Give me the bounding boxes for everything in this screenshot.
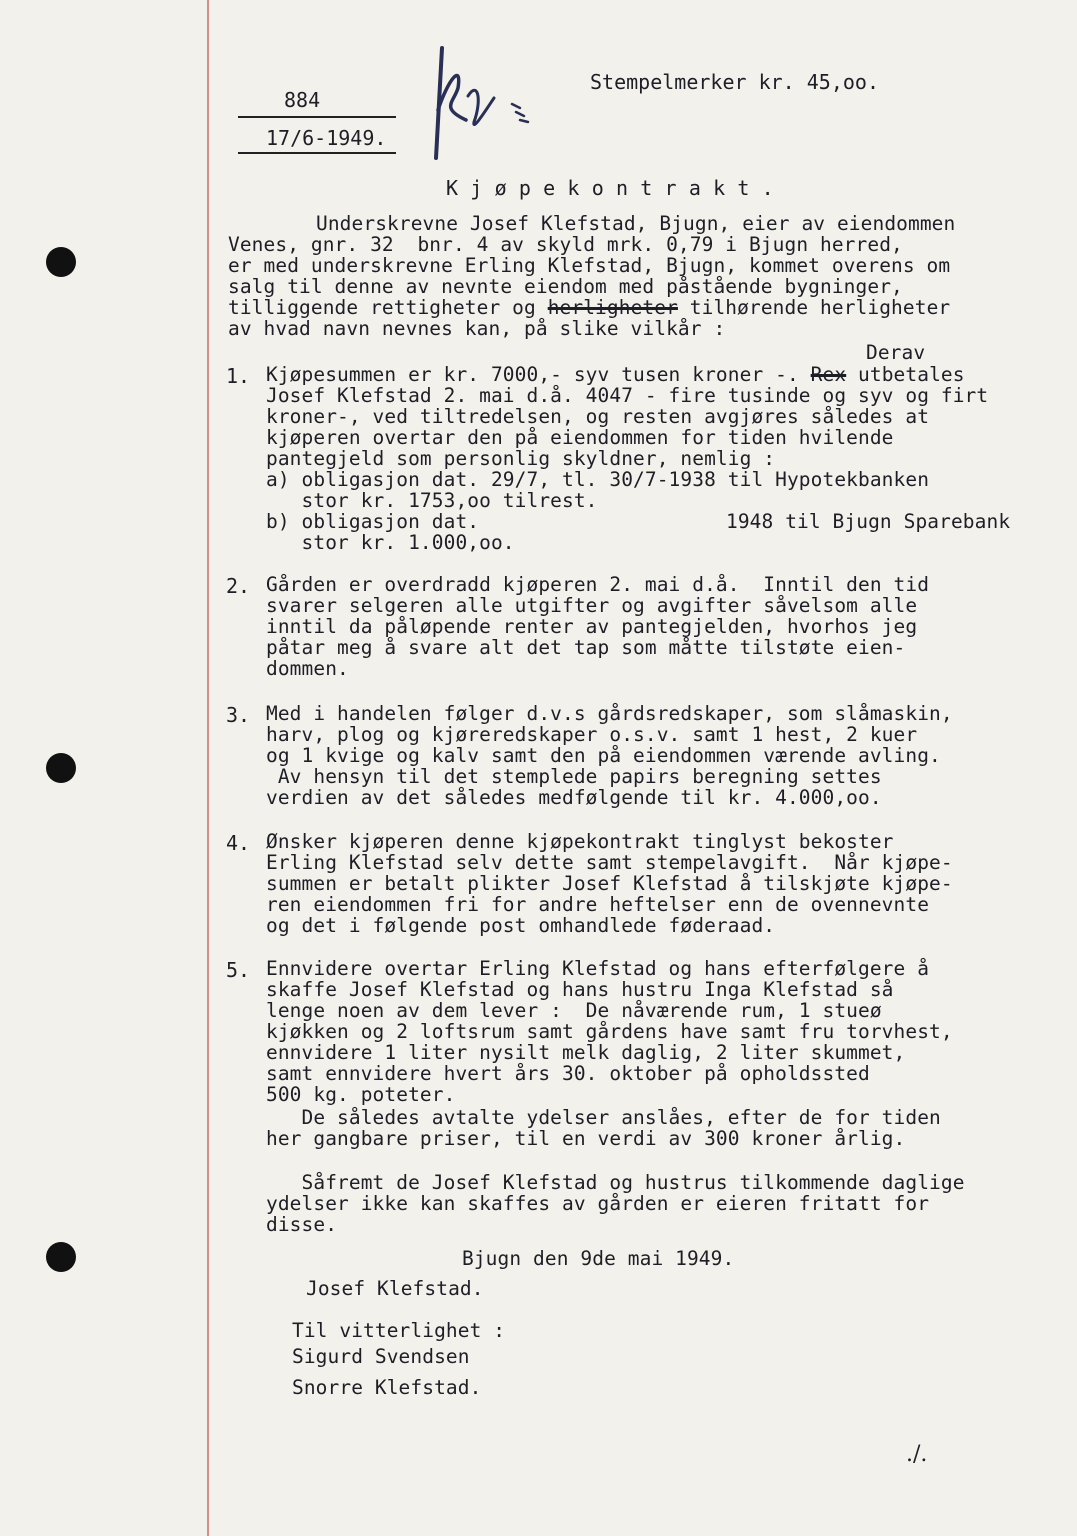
- section-number: 1.: [226, 364, 251, 388]
- section-line: dommen.: [266, 657, 349, 680]
- section-line: lenge noen av dem lever : De nåværende rum, 1 stueø: [266, 999, 882, 1022]
- section-line: a) obligasjon dat. 29/7, tl. 30/7-1938 til Hypotekbanken: [266, 468, 930, 491]
- header-rule: [238, 116, 396, 118]
- continuation-mark: ./.: [906, 1442, 928, 1467]
- section-line: inntil da påløpende renter av pantegjelden, hvorhos jeg: [266, 615, 918, 638]
- section-line: b) obligasjon dat.: [266, 510, 480, 533]
- witness-name: Snorre Klefstad.: [292, 1376, 482, 1399]
- section-number: 5.: [226, 958, 251, 982]
- section-line: stor kr. 1.000,oo.: [266, 531, 515, 554]
- closing-line: disse.: [266, 1213, 338, 1236]
- handwritten-initials: [428, 40, 548, 170]
- intro-line: Underskrevne Josef Klefstad, Bjugn, eier av eiendommen: [316, 212, 956, 235]
- stamp-duty: Stempelmerker kr. 45,oo.: [590, 70, 879, 94]
- witness-label: Til vitterlighet :: [292, 1319, 506, 1342]
- section-line: 1948 til Bjugn Sparebank: [726, 510, 1011, 533]
- binder-hole: [46, 1242, 76, 1272]
- section-line: Erling Klefstad selv dette samt stempelavgift. Når kjøpe-: [266, 851, 953, 874]
- intro-line: Venes, gnr. 32 bnr. 4 av skyld mrk. 0,79 i Bjugn herred,: [228, 233, 903, 256]
- section-line: her gangbare priser, til en verdi av 300 kroner årlig.: [266, 1127, 906, 1150]
- section-line: kroner-, ved tiltredelsen, og resten avgjøres således at: [266, 405, 930, 428]
- witness-name: Sigurd Svendsen: [292, 1345, 470, 1368]
- section-line: 500 kg. poteter.: [266, 1083, 456, 1106]
- section-number: 2.: [226, 574, 251, 598]
- section-line: kjøkken og 2 loftsrum samt gårdens have samt fru torvhest,: [266, 1020, 953, 1043]
- section-line: svarer selgeren alle utgifter og avgifter såvelsom alle: [266, 594, 918, 617]
- intro-line: salg til denne av nevnte eiendom med påstående bygninger,: [228, 275, 903, 298]
- section-line: summen er betalt plikter Josef Klefstad å tilskjøte kjøpe-: [266, 872, 953, 895]
- binder-hole: [46, 753, 76, 783]
- derav-note: Derav: [866, 341, 926, 364]
- section-line: Josef Klefstad 2. mai d.å. 4047 - fire tusinde og syv og firt: [266, 384, 989, 407]
- closing-line: Såfremt de Josef Klefstad og hustrus tilkommende daglige: [266, 1171, 965, 1194]
- signer-name: Josef Klefstad.: [306, 1277, 484, 1300]
- header-rule: [238, 152, 396, 154]
- section-line: stor kr. 1753,oo tilrest.: [266, 489, 598, 512]
- intro-line: tilliggende rettigheter og herligheter tilhørende herligheter: [228, 296, 951, 319]
- binder-hole: [46, 247, 76, 277]
- registration-number: 884: [284, 88, 321, 112]
- struck-word: Rex: [810, 363, 847, 386]
- section-line: Ønsker kjøperen denne kjøpekontrakt tinglyst bekoster: [266, 830, 894, 853]
- section-line: pantegjeld som personlig skyldner, nemlig :: [266, 447, 776, 470]
- section-line: påtar meg å svare alt det tap som måtte tilstøte eien-: [266, 636, 906, 659]
- document-title: K j ø p e k o n t r a k t .: [446, 176, 774, 200]
- section-line: ren eiendommen fri for andre heftelser enn de ovennevnte: [266, 893, 930, 916]
- registration-date: 17/6-1949.: [266, 126, 387, 150]
- place-date: Bjugn den 9de mai 1949.: [462, 1247, 735, 1270]
- section-line: Kjøpesummen er kr. 7000,- syv tusen kroner -. Rex utbetales: [266, 363, 965, 386]
- section-line: verdien av det således medfølgende til kr. 4.000,oo.: [266, 786, 882, 809]
- section-line: Ennvidere overtar Erling Klefstad og hans efterfølgere å: [266, 957, 930, 980]
- section-number: 3.: [226, 703, 251, 727]
- intro-line: av hvad navn nevnes kan, på slike vilkår :: [228, 317, 726, 340]
- struck-word: herligheter: [547, 296, 678, 319]
- section-number: 4.: [226, 831, 251, 855]
- section-line: samt ennvidere hvert års 30. oktober på opholdssted: [266, 1062, 870, 1085]
- section-line: og 1 kvige og kalv samt den på eiendommen værende avling.: [266, 744, 941, 767]
- intro-line: er med underskrevne Erling Klefstad, Bjugn, kommet overens om: [228, 254, 951, 277]
- section-line: Av hensyn til det stemplede papirs beregning settes: [266, 765, 882, 788]
- section-line: kjøperen overtar den på eiendommen for tiden hvilende: [266, 426, 894, 449]
- section-line: Gården er overdradd kjøperen 2. mai d.å. Inntil den tid: [266, 573, 930, 596]
- red-margin-line: [207, 0, 209, 1536]
- section-line: og det i følgende post omhandlede føderaad.: [266, 914, 776, 937]
- section-line: harv, plog og kjøreredskaper o.s.v. samt 1 hest, 2 kuer: [266, 723, 918, 746]
- section-line: ennvidere 1 liter nysilt melk daglig, 2 liter skummet,: [266, 1041, 906, 1064]
- section-line: skaffe Josef Klefstad og hans hustru Inga Klefstad så: [266, 978, 894, 1001]
- closing-line: ydelser ikke kan skaffes av gården er eieren fritatt for: [266, 1192, 930, 1215]
- section-line: Med i handelen følger d.v.s gårdsredskaper, som slåmaskin,: [266, 702, 953, 725]
- section-line: De således avtalte ydelser anslåes, efter de for tiden: [266, 1106, 941, 1129]
